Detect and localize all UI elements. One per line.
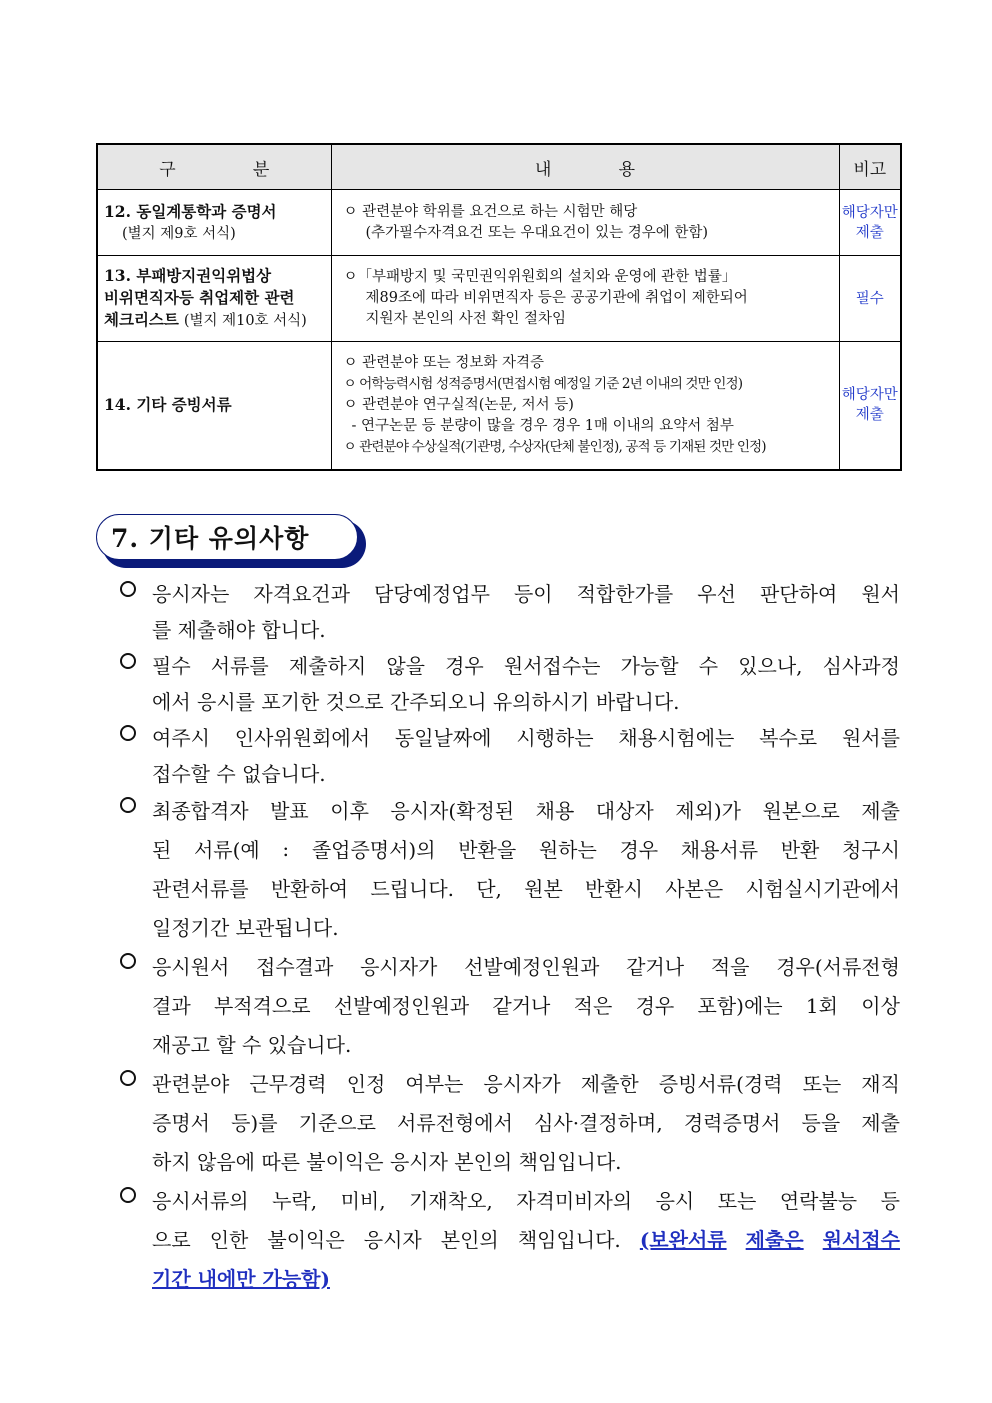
note-line: 기간 내에만 가능함) xyxy=(152,1267,330,1291)
document-table xyxy=(96,143,902,471)
note-line: 관련분야 근무경력 인정 여부는 응시자가 제출한 증빙서류(경력 또는 재직 xyxy=(152,1072,900,1096)
section-heading xyxy=(96,514,360,562)
note-line: 일정기간 보관됩니다. xyxy=(152,916,339,940)
row-category xyxy=(97,342,331,470)
note-line: 해당자만 xyxy=(841,387,898,404)
circle-bullet-icon xyxy=(120,581,136,597)
table-row xyxy=(97,190,901,256)
circle-bullet-icon xyxy=(120,797,136,813)
header-char: 내 xyxy=(535,159,552,180)
circle-bullet-icon xyxy=(120,953,136,969)
circle-bullet-icon xyxy=(120,1187,136,1203)
content-line: 지원자 본인의 사전 확인 절차임 xyxy=(365,311,567,327)
circle-bullet-icon xyxy=(120,1070,136,1086)
category-title: 13. 부패방지권익위법상 xyxy=(104,266,272,285)
row-category xyxy=(97,256,331,342)
header-content xyxy=(331,144,839,190)
note-line: 증명서 등)를 기준으로 서류전형에서 심사·결정하며, 경력증명서 등을 제출 xyxy=(152,1111,900,1135)
content-line: ㅇ 관련분야 학위를 요건으로 하는 시험만 해당 xyxy=(343,203,638,220)
header-char: 분 xyxy=(252,159,270,180)
category-sub: (별지 제9호 서식) xyxy=(122,225,236,242)
header-char: 용 xyxy=(618,159,635,180)
note-line: 응시원서 접수결과 응시자가 선발예정인원과 같거나 적을 경우(서류전형 xyxy=(152,955,900,979)
row-content xyxy=(331,342,839,470)
note-line: 접수할 수 없습니다. xyxy=(152,761,326,786)
row-note xyxy=(839,342,901,470)
category-title: 비위면직자등 취업제한 관련 xyxy=(104,288,295,307)
category-sub: (별지 제10호 서식) xyxy=(183,313,307,329)
content-line: (추가필수자격요건 또는 우대요건이 있는 경우에 한함) xyxy=(365,224,709,241)
category-title: 12. 동일계통학과 증명서 xyxy=(104,201,277,221)
list-item xyxy=(116,1063,900,1180)
row-note xyxy=(839,256,901,342)
note-line: 응시서류의 누락, 미비, 기재착오, 자격미비자의 응시 또는 연락불능 등 xyxy=(152,1189,900,1213)
note-line: 제출 xyxy=(855,407,884,424)
content-line: ㅇ 관련분야 수상실적(기관명, 수상자(단체 불인정), 공적 등 기재된 것만 인정) xyxy=(343,438,766,455)
content-line: - 연구논문 등 분량이 많을 경우 경우 1매 이내의 요약서 첨부 xyxy=(351,417,734,434)
note-line: 결과 부적격으로 선발예정인원과 같거나 적은 경우 포함)에는 1회 이상 xyxy=(152,994,900,1018)
note-line: 된 서류(예 : 졸업증명서)의 반환을 원하는 경우 채용서류 반환 청구시 xyxy=(152,836,900,862)
note-line: 필수 xyxy=(855,290,884,307)
content-line: ㅇ 관련분야 또는 정보화 자격증 xyxy=(343,354,545,371)
header-char: 구 xyxy=(159,159,176,180)
note-line: 에서 응시를 포기한 것으로 간주되오니 유의하시기 바랍니다. xyxy=(152,689,680,714)
list-item xyxy=(116,646,900,718)
note-line: 재공고 할 수 있습니다. xyxy=(152,1033,352,1057)
table-row xyxy=(97,256,901,342)
category-title: 체크리스트 xyxy=(104,310,179,329)
content-line: ㅇ 관련분야 연구실적(논문, 저서 등) xyxy=(343,396,574,413)
content-line: ㅇ「부패방지 및 국민권익위원회의 설치와 운영에 관한 법률」 xyxy=(343,269,737,285)
list-item xyxy=(116,718,900,790)
content-line: 제89조에 따라 비위면직자 등은 공공기관에 취업이 제한되어 xyxy=(365,290,748,306)
row-content xyxy=(331,256,839,342)
note-line: 으로 인한 불이익은 응시자 본인의 책임입니다. (보완서류 제출은 원서접수 xyxy=(152,1228,900,1252)
row-category xyxy=(97,190,331,256)
circle-bullet-icon xyxy=(120,725,136,741)
note-line: 해당자만 xyxy=(841,204,898,221)
note-line: 여주시 인사위원회에서 동일날짜에 시행하는 채용시험에는 복수로 원서를 xyxy=(152,725,900,750)
table-row xyxy=(97,342,901,470)
note-line: 관련서류를 반환하여 드립니다. 단, 원본 반환시 사본은 시험실시기관에서 xyxy=(152,877,900,901)
table-header-row xyxy=(97,144,901,190)
notes-list xyxy=(116,574,900,1297)
header-note: 비고 xyxy=(839,144,901,190)
row-note xyxy=(839,190,901,256)
section-title: 7. 기타 유의사항 xyxy=(96,514,358,560)
list-item xyxy=(116,790,900,946)
list-item xyxy=(116,1180,900,1297)
row-content xyxy=(331,190,839,256)
note-line: 를 제출해야 합니다. xyxy=(152,617,326,642)
circle-bullet-icon xyxy=(120,653,136,669)
content-line: ㅇ 어학능력시험 성적증명서(면접시험 예정일 기준 2년 이내의 것만 인정) xyxy=(343,375,743,392)
list-item xyxy=(116,574,900,646)
note-line: 하지 않음에 따른 불이익은 응시자 본인의 책임입니다. xyxy=(152,1150,622,1174)
category-title: 14. 기타 증빙서류 xyxy=(104,395,232,415)
note-line: 필수 서류를 제출하지 않을 경우 원서접수는 가능할 수 있으나, 심사과정 xyxy=(152,653,900,678)
note-line: 제출 xyxy=(855,224,884,241)
header-category xyxy=(97,144,331,190)
note-line: 최종합격자 발표 이후 응시자(확정된 채용 대상자 제외)가 원본으로 제출 xyxy=(152,799,900,823)
note-line: 응시자는 자격요건과 담당예정업무 등이 적합한가를 우선 판단하여 원서 xyxy=(152,581,900,606)
list-item xyxy=(116,946,900,1063)
